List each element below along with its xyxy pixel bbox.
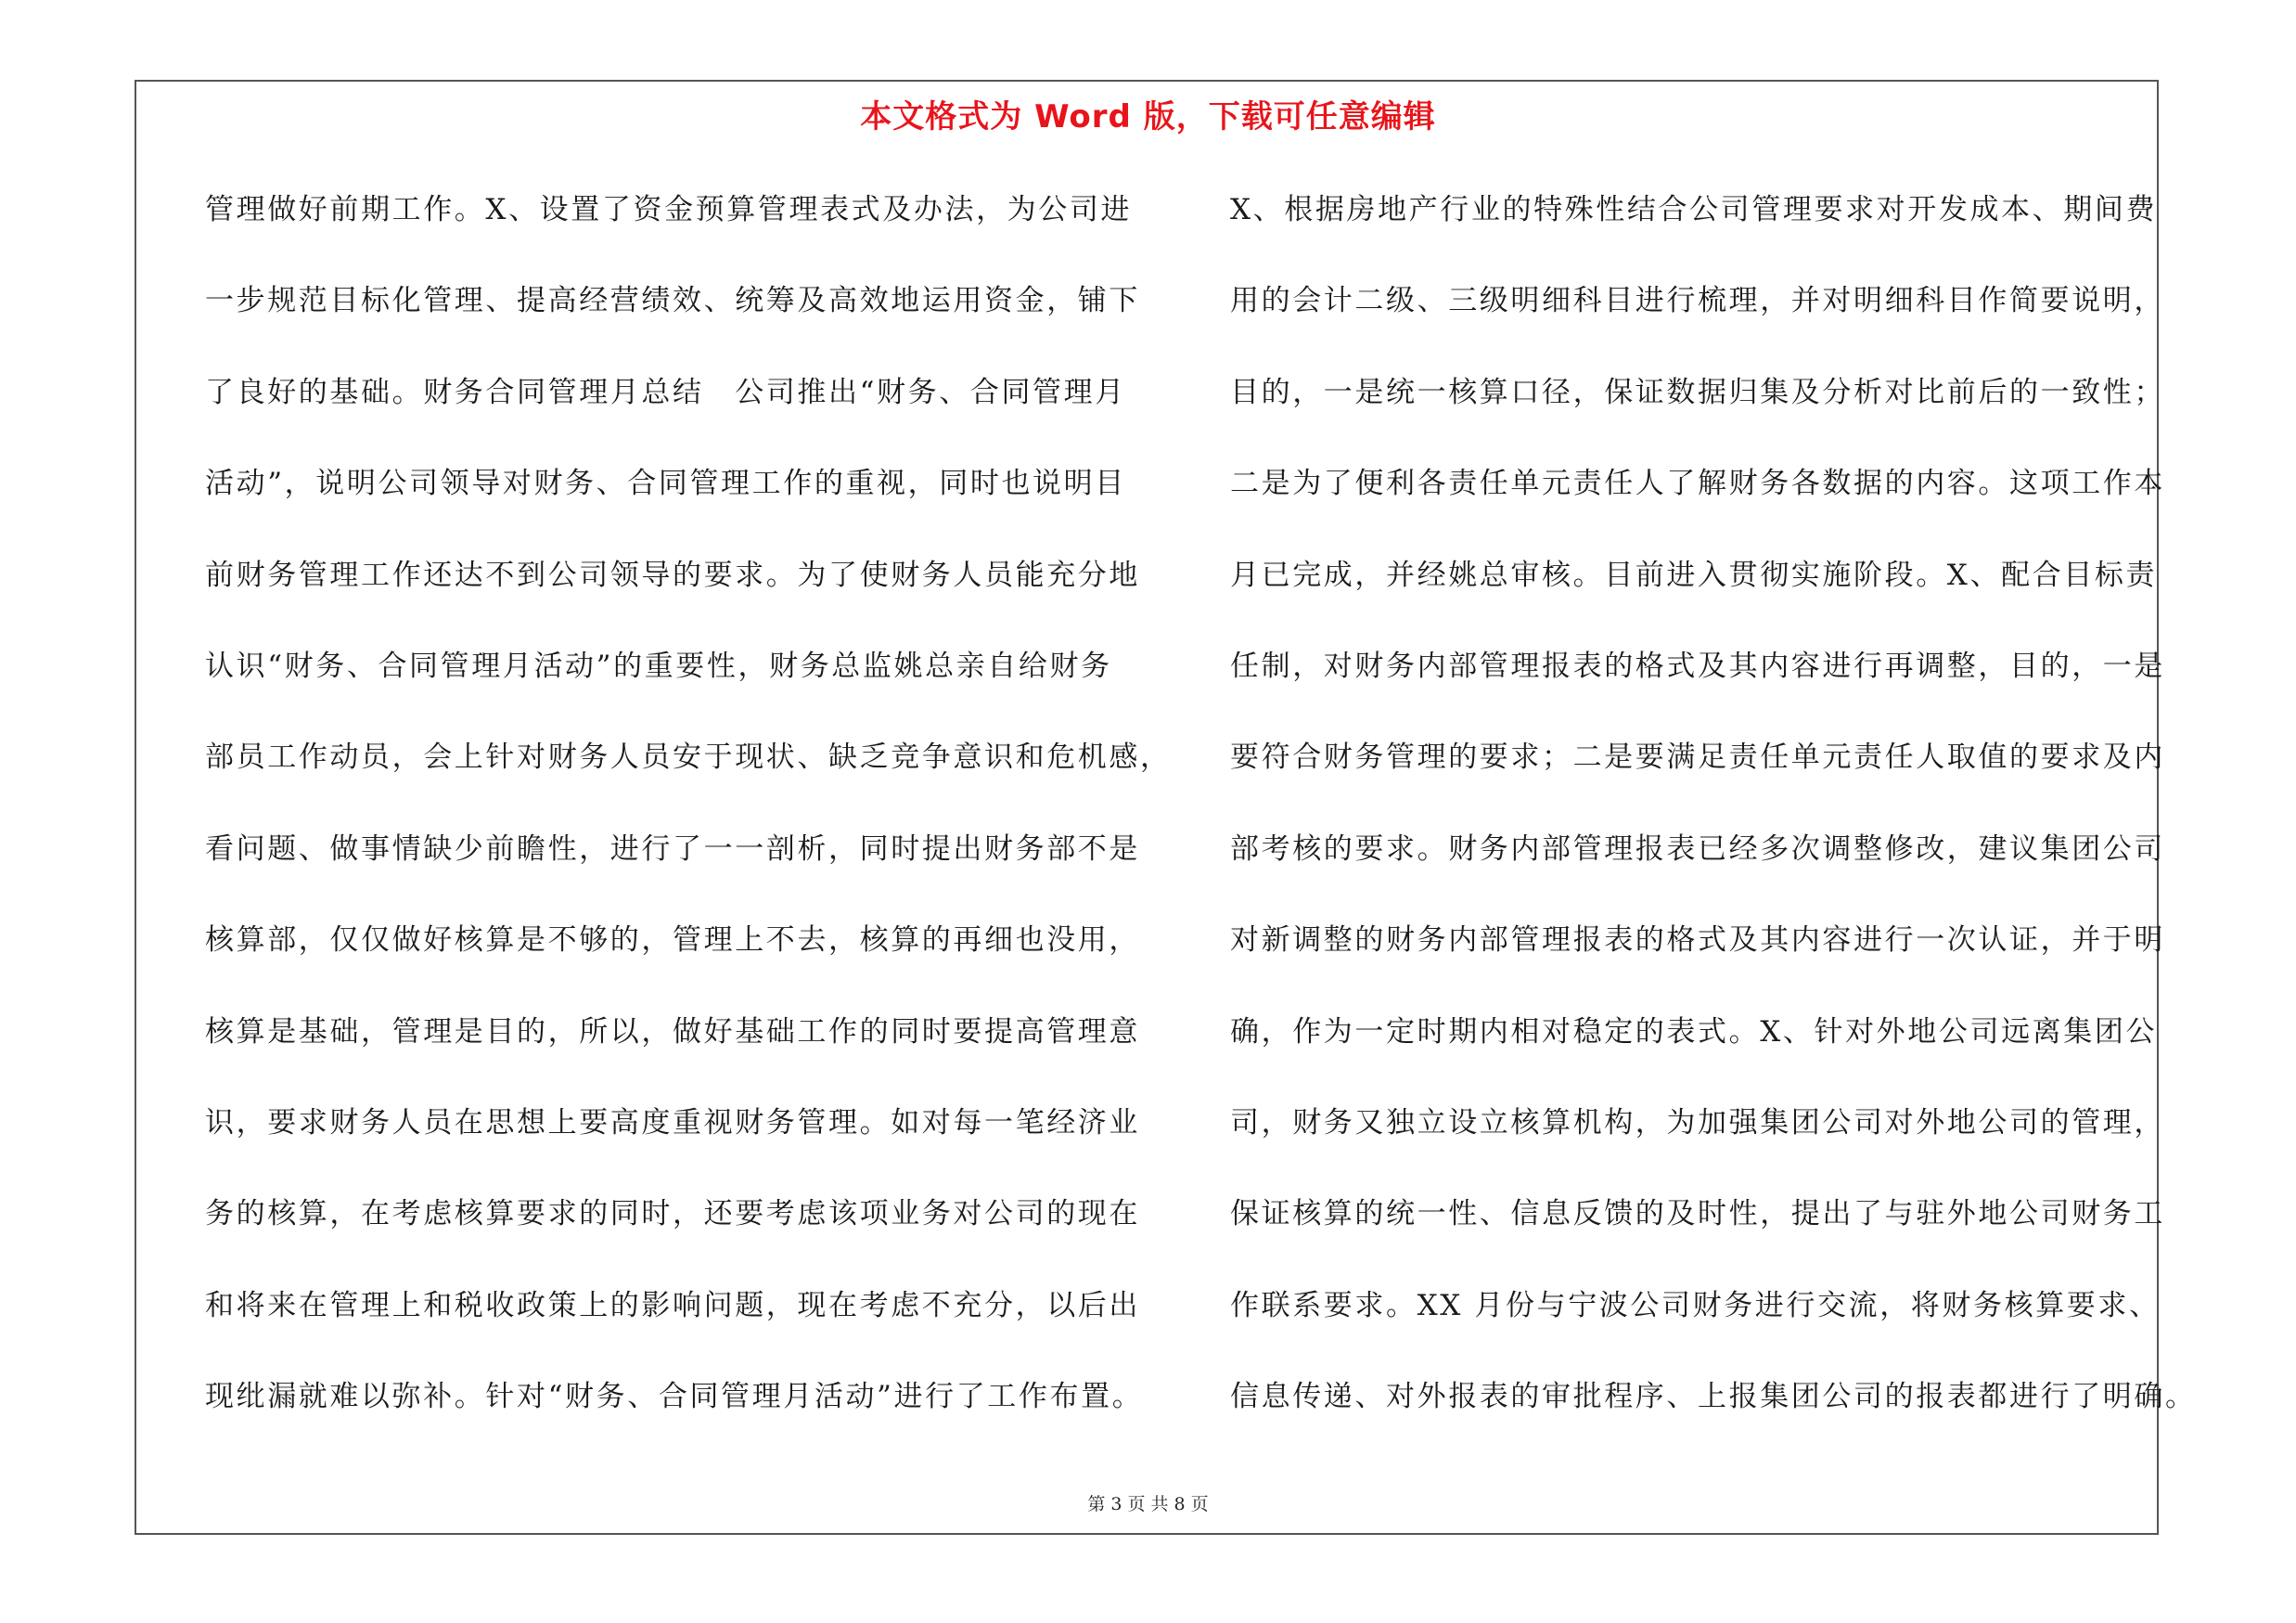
text-line: 活动”，说明公司领导对财务、合同管理工作的重视，同时也说明目	[205, 467, 1126, 501]
text-line: 核算是基础，管理是目的，所以，做好基础工作的同时要提高管理意	[205, 1014, 1140, 1049]
text-line: 了良好的基础。财务合同管理月总结 公司推出“财务、合同管理月	[205, 375, 1126, 409]
total-page-count: 8	[1174, 1494, 1186, 1514]
text-line: 月已完成，并经姚总审核。目前进入贯彻实施阶段。X、配合目标责	[1230, 558, 2158, 592]
left-text-column	[205, 182, 1172, 1460]
word-format-banner: 本文格式为 Word 版，下载可任意编辑	[860, 98, 1436, 135]
text-line: 用的会计二级、三级明细科目进行梳理，并对明细科目作简要说明，	[1230, 284, 2165, 318]
text-line: 保证核算的统一性、信息反馈的及时性，提出了与驻外地公司财务工	[1230, 1197, 2165, 1231]
text-line: 司，财务又独立设立核算机构，为加强集团公司对外地公司的管理，	[1230, 1105, 2165, 1140]
text-line: 管理做好前期工作。X、设置了资金预算管理表式及办法，为公司进	[205, 193, 1133, 226]
text-line: 一步规范目标化管理、提高经营绩效、统筹及高效地运用资金，铺下	[205, 284, 1140, 318]
text-line: 要符合财务管理的要求；二是要满足责任单元责任人取值的要求及内	[1230, 741, 2165, 775]
text-line: 认识“财务、合同管理月活动”的重要性，财务总监姚总亲自给财务	[205, 649, 1112, 683]
current-page-number: 3	[1110, 1494, 1122, 1514]
footer-middle: 页 共	[1127, 1494, 1169, 1514]
text-line: 目的，一是统一核算口径，保证数据归集及分析对比前后的一致性；	[1230, 375, 2165, 409]
text-line: 识，要求财务人员在思想上要高度重视财务管理。如对每一笔经济业	[205, 1105, 1140, 1140]
text-line: 对新调整的财务内部管理报表的格式及其内容进行一次认证，并于明	[1230, 923, 2165, 958]
text-line: 部考核的要求。财务内部管理报表已经多次调整修改，建议集团公司	[1230, 831, 2165, 866]
text-line: 前财务管理工作还达不到公司领导的要求。为了使财务人员能充分地	[205, 558, 1140, 592]
text-line: 确，作为一定时期内相对稳定的表式。X、针对外地公司远离集团公	[1230, 1014, 2158, 1049]
text-line: 信息传递、对外报表的审批程序、上报集团公司的报表都进行了明确。	[1230, 1380, 2197, 1414]
text-line: 部员工作动员，会上针对财务人员安于现状、缺乏竞争意识和危机感，	[205, 741, 1172, 775]
right-text-column	[1230, 182, 2197, 1460]
text-line: 现纰漏就难以弥补。针对“财务、合同管理月活动”进行了工作布置。	[205, 1380, 1144, 1414]
text-line: 作联系要求。XX 月份与宁波公司财务进行交流，将财务核算要求、	[1230, 1288, 2161, 1322]
text-line: 看问题、做事情缺少前瞻性，进行了一一剖析，同时提出财务部不是	[205, 831, 1140, 866]
footer-prefix: 第	[1087, 1494, 1106, 1514]
text-line: 二是为了便利各责任单元责任人了解财务各数据的内容。这项工作本	[1230, 467, 2165, 501]
text-line: 务的核算，在考虑核算要求的同时，还要考虑该项业务对公司的现在	[205, 1197, 1140, 1231]
page-number-footer	[0, 1490, 2296, 1515]
text-line: 和将来在管理上和税收政策上的影响问题，现在考虑不充分，以后出	[205, 1288, 1140, 1322]
footer-suffix: 页	[1190, 1494, 1209, 1514]
text-line: X、根据房地产行业的特殊性结合公司管理要求对开发成本、期间费	[1230, 193, 2158, 226]
text-line: 任制，对财务内部管理报表的格式及其内容进行再调整，目的，一是	[1230, 649, 2165, 683]
text-line: 核算部，仅仅做好核算是不够的，管理上不去，核算的再细也没用，	[205, 923, 1140, 958]
